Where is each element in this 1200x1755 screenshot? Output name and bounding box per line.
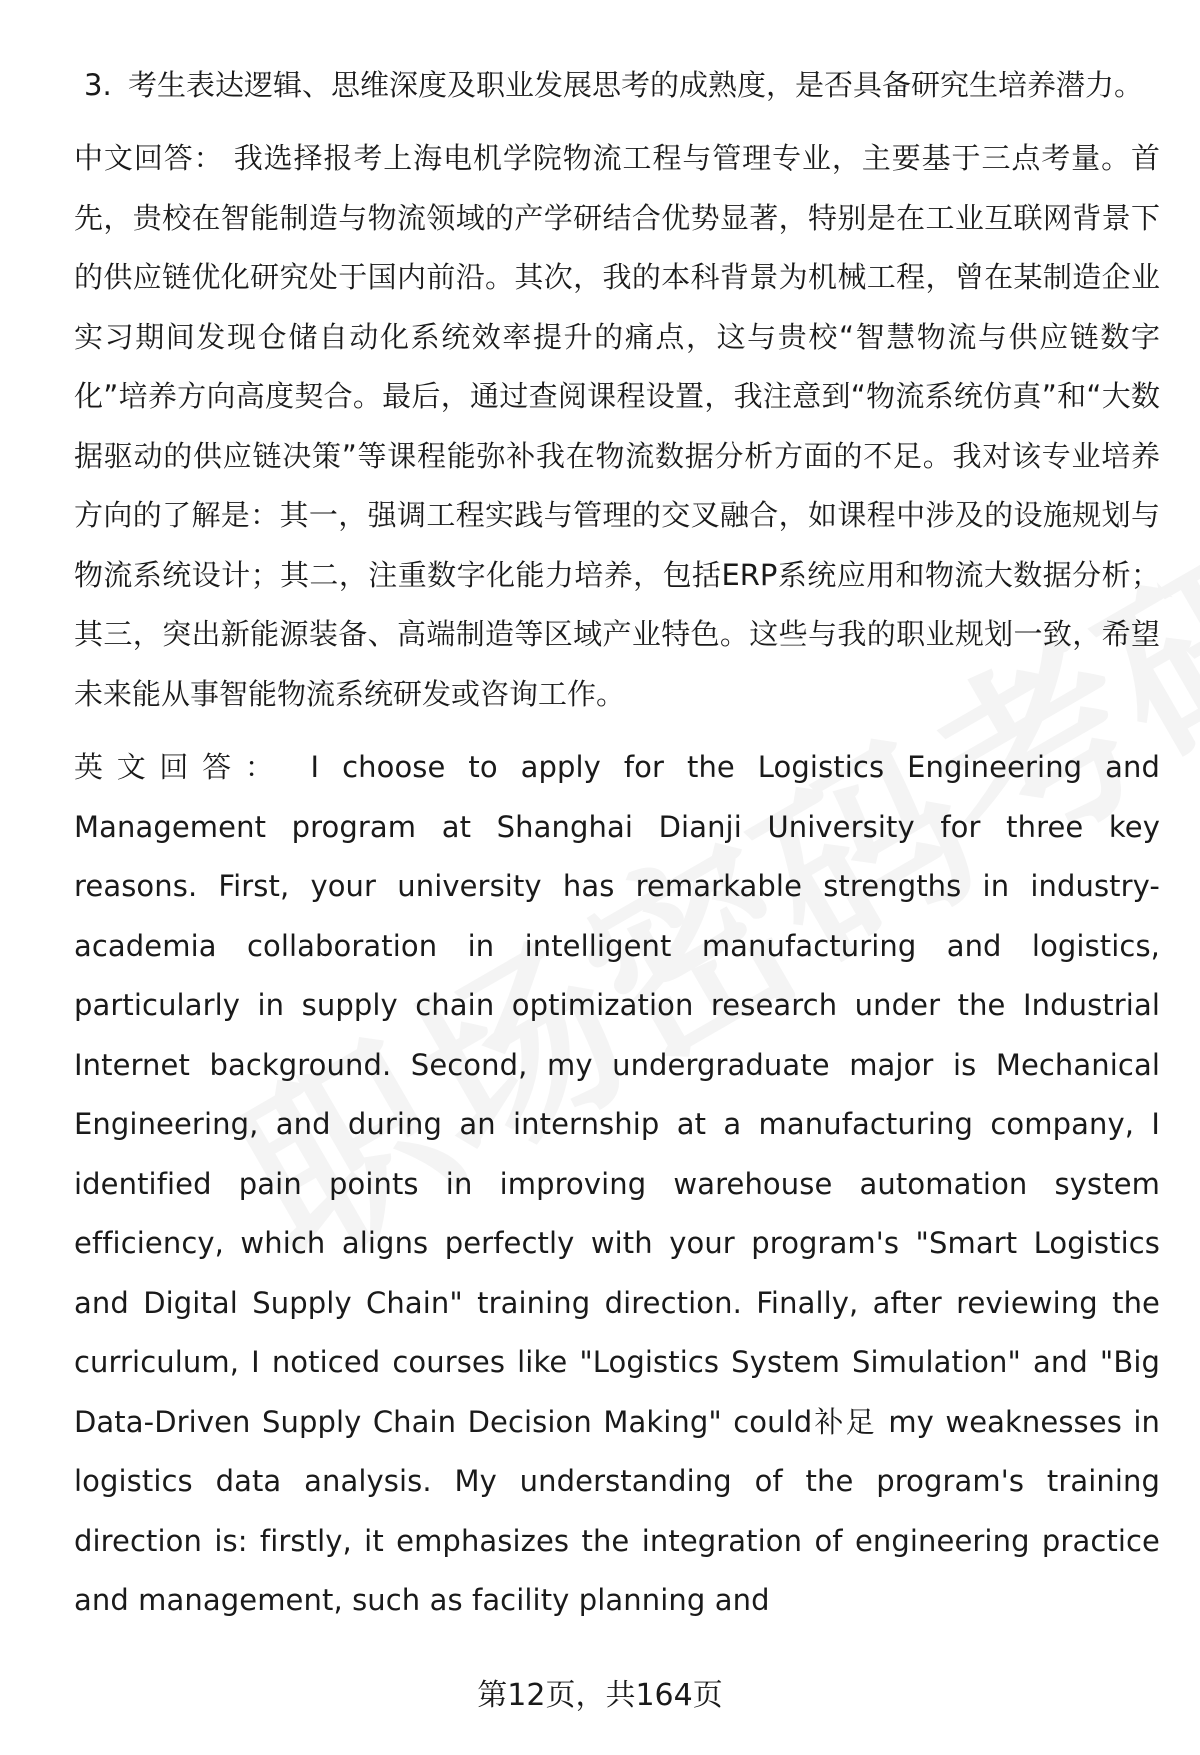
chinese-answer: [74, 129, 1160, 724]
english-answer-text: I choose to apply for the Logistics Engineering and Management program at Shanghai Dianji University for three key reasons. First, your university has remarkable strengths in industry-academia collaboration in intelligent manufacturing and logistics, particularly in supply chain optimization research under the Industrial Internet background. Second, my undergraduate major is Mechanical Engineering, and during an internship at a manufacturing company, I identified pain points in improving warehouse automation system efficiency, which aligns perfectly with your program's "Smart Logistics and Digital Supply Chain" training direction. Finally, after reviewing the curriculum, I noticed courses like "Logistics System Simulation" and "Big Data-Driven Supply Chain Decision Making" could补足 my weaknesses in logistics data analysis. My understanding of the program's training direction is: firstly, it emphasizes the integration of engineering practice and management, such as facility planning and: [74, 750, 1160, 1617]
question-item: [74, 56, 1160, 115]
english-answer: [74, 738, 1160, 1631]
chinese-answer-label: 中文回答：: [74, 141, 224, 175]
page-number-footer: 第12页，共164页: [477, 1678, 723, 1713]
english-answer-label: 英文回答：: [74, 750, 288, 784]
chinese-answer-text: 我选择报考上海电机学院物流工程与管理专业，主要基于三点考量。首先，贵校在智能制造与物流领域的产学研结合优势显著，特别是在工业互联网背景下的供应链优化研究处于国内前沿。其次，我的本科背景为机械工程，曾在某制造企业实习期间发现仓储自动化系统效率提升的痛点，这与贵校“智慧物流与供应链数字化”培养方向高度契合。最后，通过查阅课程设置，我注意到“物流系统仿真”和“大数据驱动的供应链决策”等课程能弥补我在物流数据分析方面的不足。我对该专业培养方向的了解是：其一，强调工程实践与管理的交叉融合，如课程中涉及的设施规划与物流系统设计；其二，注重数字化能力培养，包括ERP系统应用和物流大数据分析；其三，突出新能源装备、高端制造等区域产业特色。这些与我的职业规划一致，希望未来能从事智能物流系统研发或咨询工作。: [74, 141, 1160, 711]
question-text: 考生表达逻辑、思维深度及职业发展思考的成熟度，是否具备研究生培养潜力。: [128, 68, 1144, 102]
document-page: [74, 56, 1160, 1631]
question-number: 3.: [84, 68, 112, 102]
